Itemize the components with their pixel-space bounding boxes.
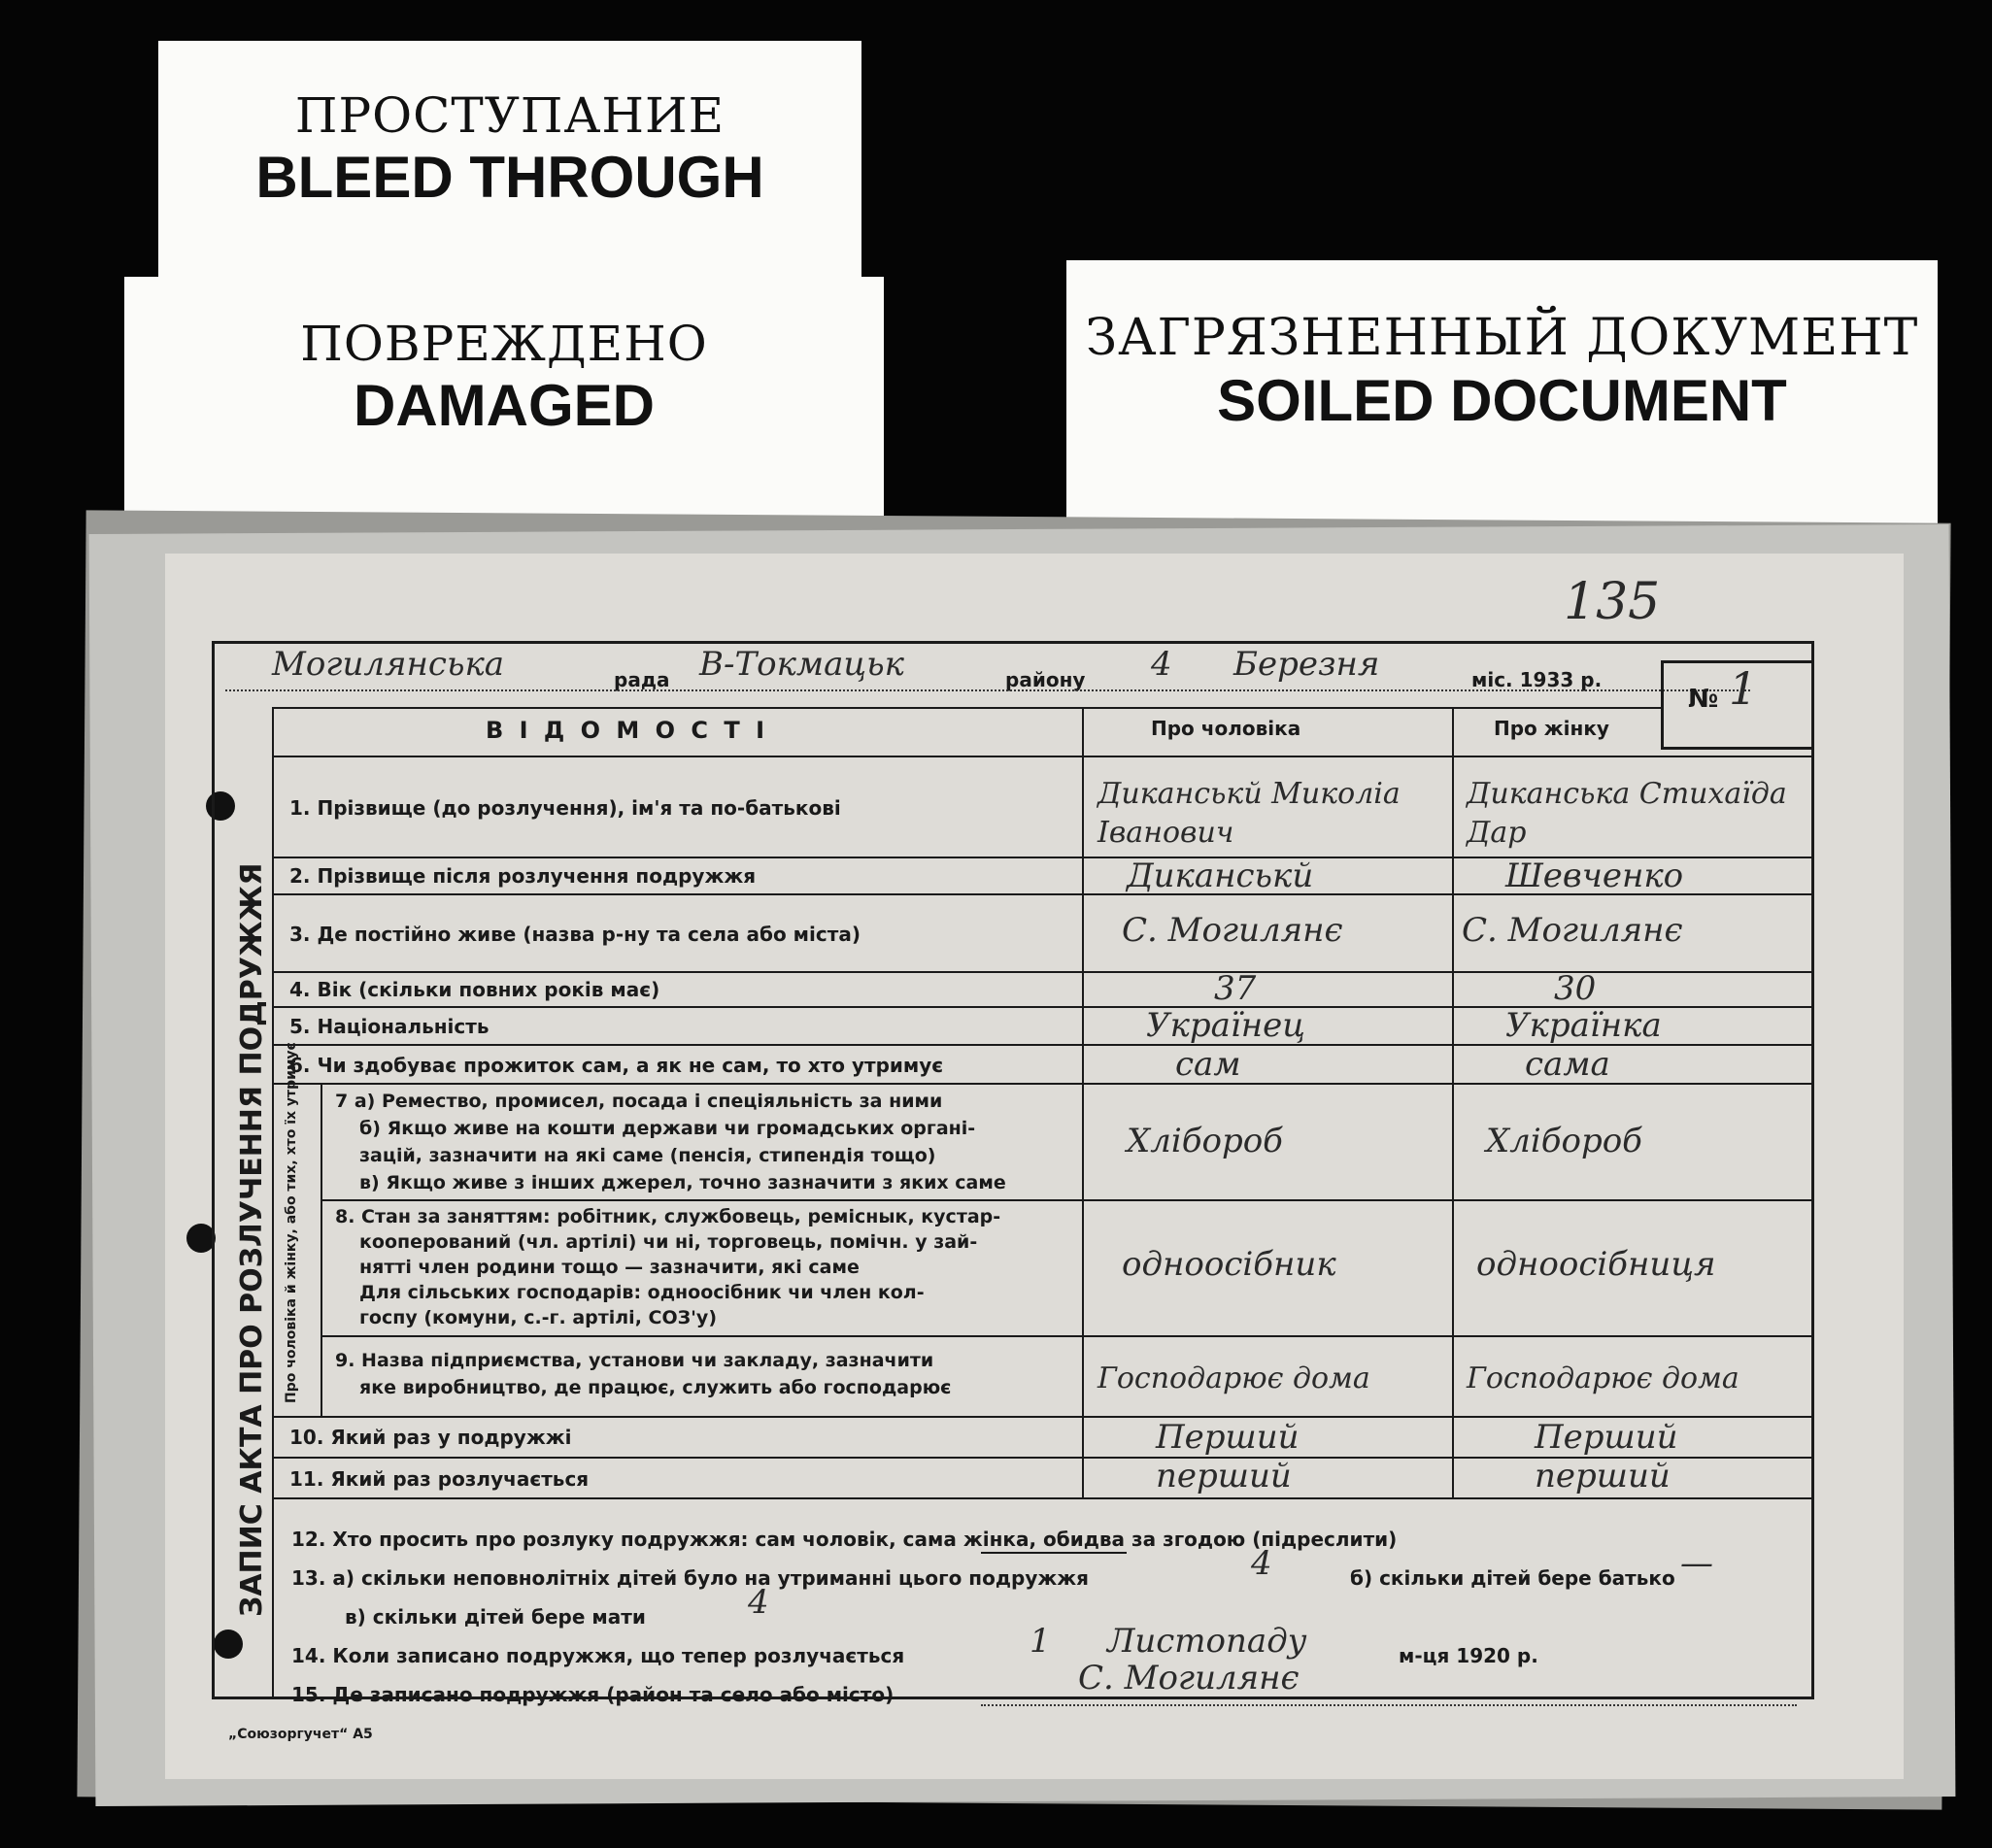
row-8-wife: одноосібниця <box>1476 1245 1716 1284</box>
row-10-husband: Перший <box>1156 1418 1300 1457</box>
line-12-underline <box>981 1552 1127 1554</box>
line-13c: в) скільки дітей бере мати <box>345 1605 646 1629</box>
line-13a: 13. а) скільки неповнолітніх дітей було на утриманні цього подружжя <box>291 1566 1090 1590</box>
side-title: ЗАПИС АКТА ПРО РОЗЛУЧЕННЯ ПОДРУЖЖЯ <box>235 862 269 1617</box>
line-13a-value: 4 <box>1251 1544 1272 1583</box>
row-4-wife: 30 <box>1554 969 1597 1008</box>
row-1-label: 1. Прізвище (до розлучення), ім'я та по-батькові <box>289 796 841 820</box>
row-5-husband: Українец <box>1146 1006 1306 1045</box>
district-name: В-Токмацьк <box>699 645 904 684</box>
header-underline <box>225 689 1750 691</box>
row-11-husband: перший <box>1156 1457 1292 1495</box>
month-value: Березня <box>1233 645 1380 684</box>
row-5-label: 5. Національність <box>289 1015 490 1038</box>
printer-mark: „Союзоргучет“ А5 <box>228 1727 373 1742</box>
line-13c-value: 4 <box>748 1583 769 1622</box>
month-year-label: міс. 1933 р. <box>1471 668 1603 691</box>
line-12: 12. Хто просить про розлуку подружжя: сам чоловік, сама жінка, обидва за згодою (підреслити) <box>291 1528 1398 1551</box>
row-7-wife: Хлібороб <box>1486 1122 1642 1160</box>
column-info: В І Д О М О С Т І <box>486 717 769 744</box>
nested-side-label: Про чоловіка й жінку, або тих, хто їх утримує <box>284 1042 299 1403</box>
line-14-day: 1 <box>1030 1622 1051 1661</box>
soiled-en: SOILED DOCUMENT <box>1217 368 1787 433</box>
council-name: Могилянська <box>272 645 505 684</box>
bleed-through-label <box>158 41 861 284</box>
line-15-value: С. Могилянє <box>1078 1659 1300 1697</box>
row-4-husband: 37 <box>1214 969 1257 1008</box>
row-7-label-c: зацій, зазначити на які саме (пенсія, стипендія тощо) <box>359 1145 936 1166</box>
row-3-label: 3. Де постійно живе (назва р-ну та села або міста) <box>289 923 861 946</box>
row-8-husband: одноосібник <box>1122 1245 1336 1284</box>
row-5-wife: Українка <box>1505 1006 1662 1045</box>
raion-label: району <box>1005 668 1086 691</box>
row-2-wife: Шевченко <box>1505 857 1684 895</box>
number-label: № <box>1688 685 1719 714</box>
line-14-year: м-ця 1920 р. <box>1399 1644 1538 1667</box>
row-7-husband: Хлібороб <box>1127 1122 1283 1160</box>
row-separator <box>321 1335 1814 1337</box>
line-14: 14. Коли записано подружжя, що тепер розлучається <box>291 1644 905 1667</box>
line-15-underline <box>981 1704 1797 1706</box>
row-10-label: 10. Який раз у подружжі <box>289 1426 572 1449</box>
day-value: 4 <box>1151 645 1172 684</box>
row-8-label-c: нятті член родини тощо — зазначити, які саме <box>359 1257 860 1278</box>
row-11-wife: перший <box>1535 1457 1671 1495</box>
row-8-label-a: 8. Стан за заняттям: робітник, службовець, реміснык, кустар- <box>335 1206 1001 1227</box>
row-4-label: 4. Вік (скільки повних років має) <box>289 978 660 1001</box>
line-15: 15. Де записано подружжя (район та село або місто) <box>291 1683 895 1706</box>
row-1-wife: Диканська Стихаїда Дар <box>1467 777 1787 850</box>
row-7-label-b: б) Якщо живе на кошти держави чи громадських органі- <box>359 1118 976 1139</box>
soiled-ru: ЗАГРЯЗНЕННЫЙ ДОКУМЕНТ <box>1085 309 1919 367</box>
row-9-husband: Господарює дома <box>1097 1361 1370 1395</box>
column-divider-1 <box>1082 707 1084 1497</box>
damaged-en: DAMAGED <box>354 373 655 438</box>
row-6-wife: сама <box>1525 1045 1610 1084</box>
row-2-label: 2. Прізвище після розлучення подружжя <box>289 864 757 888</box>
row-8-label-d: Для сільських господарів: одноосібник чи член кол- <box>359 1282 925 1303</box>
row-7-label-a: 7 а) Ремество, промисел, посада і спеціяльність за ними <box>335 1091 943 1112</box>
bleed-through-en: BLEED THROUGH <box>255 145 764 210</box>
row-9-label-a: 9. Назва підприємства, установи чи закладу, зазначити <box>335 1350 934 1371</box>
row-8-label-b: кооперований (чл. артілі) чи ні, торговець, помічн. у зай- <box>359 1231 978 1253</box>
column-divider-2 <box>1452 707 1454 1497</box>
row-1-husband: Диканськй Миколіа Іванович <box>1097 777 1401 850</box>
row-2-husband: Диканськй <box>1127 857 1314 895</box>
row-9-wife: Господарює дома <box>1467 1361 1739 1395</box>
row-11-label: 11. Який раз розлучається <box>289 1467 590 1491</box>
row-6-label: 6. Чи здобуває прожиток сам, а як не сам, то хто утримує <box>289 1054 944 1077</box>
column-husband: Про чоловіка <box>1151 717 1301 740</box>
row-3-wife: С. Могилянє <box>1462 911 1683 950</box>
bleed-through-ru: ПРОСТУПАНИЕ <box>294 87 726 144</box>
row-6-husband: сам <box>1175 1045 1241 1084</box>
line-13b: б) скільки дітей бере батько <box>1350 1566 1675 1590</box>
row-separator <box>272 1497 1814 1499</box>
row-separator <box>321 1199 1814 1201</box>
divorce-record-card <box>165 554 1904 1779</box>
record-number: 1 <box>1729 662 1758 715</box>
damaged-label <box>124 277 884 539</box>
column-wife: Про жінку <box>1494 717 1609 740</box>
rada-label: рада <box>614 668 670 691</box>
page-number: 135 <box>1564 573 1661 631</box>
line-14-month: Листопаду <box>1107 1622 1307 1661</box>
nested-band-line <box>321 1083 322 1416</box>
row-10-wife: Перший <box>1535 1418 1678 1457</box>
column-header-bottom <box>272 756 1814 757</box>
row-3-husband: С. Могилянє <box>1122 911 1343 950</box>
damaged-ru: ПОВРЕЖДЕНО <box>300 316 708 372</box>
row-8-label-e: госпу (комуни, с.-г. артілі, СОЗ'у) <box>359 1307 718 1328</box>
line-13b-value: — <box>1680 1544 1713 1583</box>
row-9-label-b: яке виробництво, де працює, служить або господарює <box>359 1377 952 1398</box>
row-7-label-d: в) Якщо живе з інших джерел, точно зазначити з яких саме <box>359 1172 1006 1193</box>
